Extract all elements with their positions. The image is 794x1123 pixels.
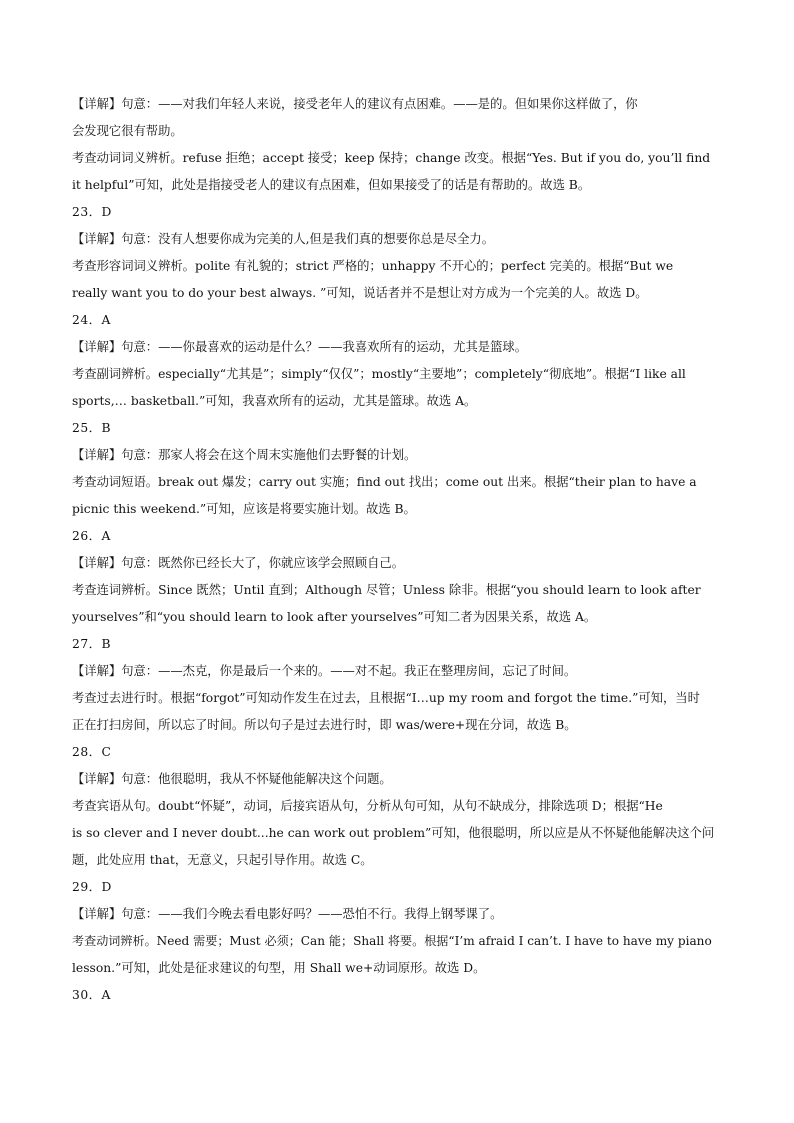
explanation-line: 考查动词短语。break out 爆发；carry out 实施；find out 找出；come out 出来。根据“their plan to have a xyxy=(72,475,697,489)
explanation-line: 【详解】句意：他很聪明，我从不怀疑他能解决这个问题。 xyxy=(72,772,392,786)
explanation-line: is so clever and I never doubt...he can work out problem”可知，他很聪明，所以应是从不怀疑他能解决这个问 xyxy=(72,826,715,840)
explanation-line: 考查形容词词义辨析。polite 有礼貌的；strict 严格的；unhappy 不开心的；perfect 完美的。根据“But we xyxy=(72,259,674,273)
explanation-line: 考查副词辨析。especially“尤其是”；simply“仅仅”；mostly“主要地”；completely“彻底地”。根据“I like all xyxy=(72,367,686,381)
explanation-line: 考查动词辨析。Need 需要；Must 必须；Can 能；Shall 将要。根据“I’m afraid I can’t. I have to have my piano xyxy=(72,934,712,948)
explanation-line: 题，此处应用 that，无意义，只起引导作用。故选 C。 xyxy=(72,853,373,867)
explanation-line: lesson.”可知，此处是征求建议的句型，用 Shall we+动词原形。故选 D。 xyxy=(72,961,486,975)
explanation-line: 【详解】句意：那家人将会在这个周末实施他们去野餐的计划。 xyxy=(72,448,417,462)
explanation-line: 会发现它很有帮助。 xyxy=(72,124,183,138)
explanation-line: 【详解】句意：没有人想要你成为完美的人,但是我们真的想要你总是尽全力。 xyxy=(72,232,495,246)
explanation-line: 【详解】句意：既然你已经长大了，你就应该学会照顾自己。 xyxy=(72,556,405,570)
explanation-line: 【详解】句意：——我们今晚去看电影好吗？——恐怕不行。我得上钢琴课了。 xyxy=(72,907,503,921)
explanation-line: 【详解】句意：——杰克，你是最后一个来的。——对不起。我正在整理房间，忘记了时间。 xyxy=(72,664,577,678)
answer-number: 29．D xyxy=(72,880,112,894)
answer-number: 23．D xyxy=(72,205,112,219)
explanation-line: yourselves”和“you should learn to look after yourselves”可知二者为因果关系，故选 A。 xyxy=(72,610,597,624)
explanation-line: 【详解】句意：——对我们年轻人来说，接受老年人的建议有点困难。——是的。但如果你这样做了，你 xyxy=(72,97,638,111)
answer-number: 24．A xyxy=(72,313,111,327)
answer-number: 30．A xyxy=(72,988,111,1002)
answer-number: 28．C xyxy=(72,745,112,759)
explanation-line: sports,… basketball.”可知，我喜欢所有的运动，尤其是篮球。故选 A。 xyxy=(72,394,477,408)
explanation-line: 考查连词辨析。Since 既然；Until 直到；Although 尽管；Unless 除非。根据“you should learn to look after xyxy=(72,583,701,597)
explanation-line: 考查过去进行时。根据“forgot”可知动作发生在过去，且根据“I…up my room and forgot the time.”可知，当时 xyxy=(72,691,700,705)
explanation-line: really want you to do your best always. ”可知，说话者并不是想让对方成为一个完美的人。故选 D。 xyxy=(72,286,648,300)
explanation-line: 正在打扫房间，所以忘了时间。所以句子是过去进行时，即 was/were+现在分词，故选 B。 xyxy=(72,718,577,732)
answer-number: 25．B xyxy=(72,421,111,435)
answer-number: 27．B xyxy=(72,637,111,651)
explanation-line: 考查宾语从句。doubt“怀疑”，动词，后接宾语从句，分析从句可知，从句不缺成分，排除选项 D；根据“He xyxy=(72,799,663,813)
explanation-line: it helpful”可知，此处是指接受老人的建议有点困难，但如果接受了的话是有帮助的。故选 B。 xyxy=(72,178,591,192)
explanation-line: picnic this weekend.”可知，应该是将要实施计划。故选 B。 xyxy=(72,502,416,516)
explanation-line: 考查动词词义辨析。refuse 拒绝；accept 接受；keep 保持；change 改变。根据“Yes. But if you do, you’ll find xyxy=(72,151,711,165)
explanation-line: 【详解】句意：——你最喜欢的运动是什么？——我喜欢所有的运动，尤其是篮球。 xyxy=(72,340,527,354)
answer-number: 26．A xyxy=(72,529,111,543)
